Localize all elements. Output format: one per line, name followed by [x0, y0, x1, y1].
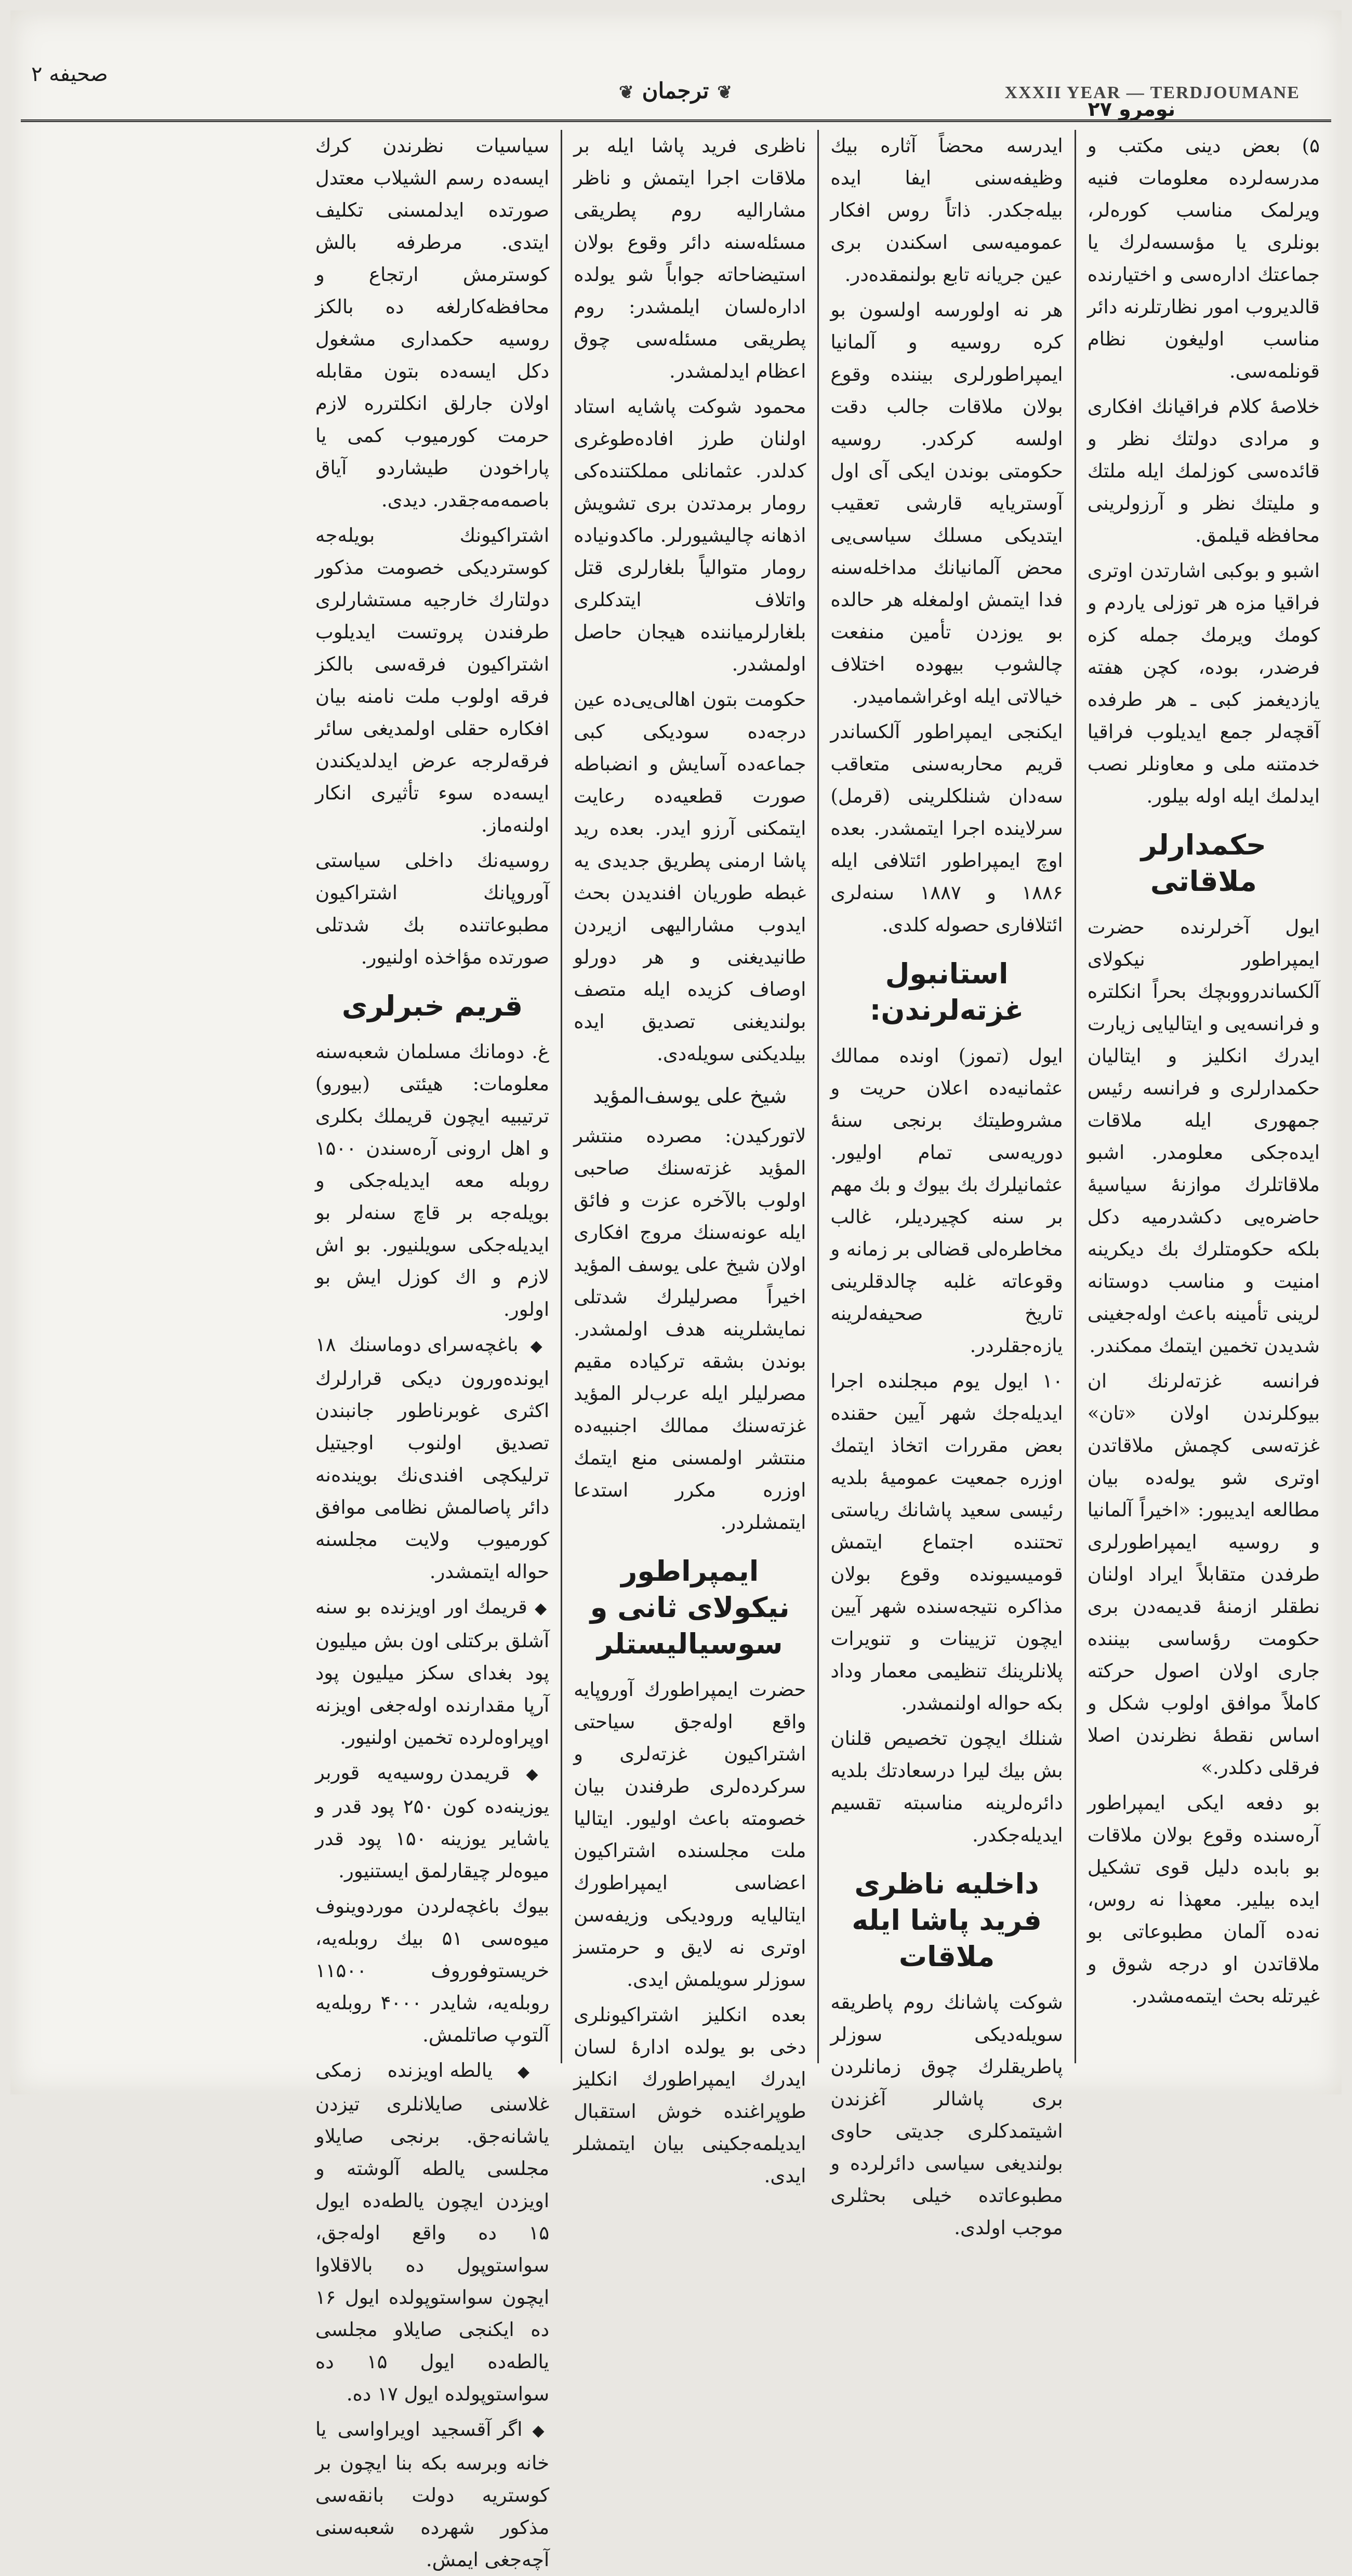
column-2	[817, 130, 1074, 2239]
paragraph: محمود شوکت پاشایه استاد اولنان طرز افاده‌طوغری کدلدر. عثمانلی مملکتنده‌کی رومار برمدتدن بری تشویش اذهانه چالیشیورلر. ماکدونیاده رومار متوالیاً بلغارلری قتل واتلاف ایتدکلری بلغارلرمیاننده هیجان حاصل اولمشدر.	[574, 395, 806, 675]
paragraph: بعده انکلیز اشتراکیونلری دخی بو یولده اداره‌ٔ لسان ایدرك ایمپراطورك انکلیز طوپراغنده خوش استقبال ایدیلمه‌جکینی بیان ایتمشلر ایدی.	[574, 2004, 806, 2187]
paragraph: شوکت پاشانك روم پاطریقه سویله‌دیکی سوزلر پاطریقلرك چوق زمانلردن بری پاشالر آغزندن اشیتمدکلری جدیتی حاوی بولندیغی سیاسی دائرلرده و مطبوعاتده خیلی بحثلری موجب اولدی.	[830, 1991, 1063, 2239]
paragraph: حضرت ایمپراطورك آوروپایه واقع اوله‌جق سیاحتی اشتراکیون غزته‌لری و سرکرده‌لری طرفندن بیان خصومته باعث اولیور. ایتالیا ملت مجلسنده اشتراکیون اعضاسی ایمپراطورك ایتالیایه ورودیکی وزیفه‌سن اوتری نه لایق و حرمتسز سوزلر سویلمش ایدی.	[574, 1678, 806, 1991]
paragraph: اشتراکیونك بویله‌جه کوستردیکی خصومت مذکور دولتارك خارجیه مستشارلری طرفندن پروتست ایدیلوب اشتراکیون فرقه‌سی بالکز فرقه اولوب ملت نامنه بیان افکاره حقلی اولمدیغی سائر فرقه‌لرجه عرض ایدلدیکندن ایسه‌ده سوء تأثیری انکار اولنه‌ماز.	[315, 524, 550, 836]
column-4	[304, 130, 561, 2571]
paragraph: روسیه‌نك داخلی سیاستی آوروپانك اشتراکیون مطبوعاتنده بك شدتلی صورتده مؤاخذه اولنیور.	[315, 849, 550, 968]
paragraph: بو دفعه ایکی ایمپراطور آرەسنده وقوع بولان ملاقات بو بابده دلیل قوی تشکیل ایده بیلیر. معهذا نه روس، نه‌ده آلمان مطبوعاتی بو ملاقاتدن او درجه شوق و غیرتله بحث ایتمه‌مشدر.	[1087, 1792, 1320, 2007]
issue-number: نومرو ۲۷	[1088, 98, 1175, 121]
news-item: ◆ اگر آقسجید اویراواسی یا خانه وبرسه‌ بکه بنا ایچون بر کوستریه دولت بانقه‌سی مذکور شهرده شعبه‌سنی آچه‌جغی ایمش.	[315, 2413, 549, 2576]
news-item: ◆ باغچه‌سرای دوماسنك ۱۸ ایونده‌ورون دیکی قرارلرك اکثری غوبرناطور جانبندن تصدیق اولنوب اوجیتیل ترلیکچی افندی‌نك بوینده‌نه دائر پاصالمش نظامی موافق کورمیوب ولایت مجلسنه حواله ایتمشدر.	[315, 1329, 549, 1588]
column-1	[1075, 130, 1331, 2063]
latin-masthead: XXXII YEAR — TERDJOUMANE	[1004, 83, 1300, 102]
paragraph: شنلك ایچون تخصیص قلنان بش بیك لیرا درسعادتك بلدیه دائره‌لرینه مناسبته تقسیم ایدیله‌جکدر.	[830, 1727, 1063, 1846]
sub-headline-sheikh: شیخ علی یوسف‌المؤید	[593, 1084, 787, 1108]
paragraph: هر نه اولورسه اولسون بو کره روسیه و آلمانیا ایمپراطورلری بیننده وقوع بولان ملاقات جالب دقت اولسه کرکدر. روسیه حکومتی بوندن ایکی آی اول آوستریایه قارشی تعقیب ایتدیکی مسلك سیاسی‌یی محض آلمانیانك مداخله‌سنه فدا ایتمش اولمغله هر حالده بو یوزدن تأمین منفعت چالشوب بیهوده اختلاف خیالاتی ایله اوغراشمامیدر.	[830, 299, 1063, 708]
paragraph: ۱۰ ایول یوم مبجلنده اجرا ایدیله‌جك شهر آیین حقنده بعض مقررات اتخاذ ایتمك اوزره جمعیت عمومیهٔ بلدیه رئیسی سعید پاشانك ریاستی تحتنده اجتماع ایتمش قومیسیونده وقوع بولان مذاکره نتیجه‌سنده شهر آیین ایچون تزیینات و تنویرات پلانلرینك تنظیمی معمار وداد بکه حواله اولنمشدر.	[830, 1370, 1063, 1714]
paragraph: ۵) بعض دینی مکتب و مدرسه‌لرده معلومات فنیه ویرلمک مناسب کوره‌لر، بونلری یا مؤسسه‌لرك یا جماعتك ادارەسی و اختیارنده قالدیروب امور نظارتلرنه دائر مناسب اولیغون نظام قونلمه‌سی.	[1087, 135, 1320, 382]
paragraph: لاتورکیدن: مصرده منتشر المؤید غزته‌سنك صاحبی اولوب بالآخره عزت و فائق ایله عونه‌سنك مروج افکاری اولان شیخ علی یوسف المؤید اخیراً مصرلیلرك شدتلی نمایشلرینه هدف اولمشدر. بوندن بشقه ترکیاده مقیم مصرلیلر ایله عرب‌لر المؤید غزته‌سنك ممالك اجنبیه‌ده منتشر اولمسنی منع ایتمك اوزره مکرر استدعا ایتمشلردر.	[574, 1125, 806, 1533]
paragraph: ایول (تموز) اونده ممالك عثمانیه‌ده اعلان حریت و مشروطیتك برنجی سنهٔ دوریه‌سی تمام اولیور. عثمانیلرك بك بیوك و بك مهم بر سنه کچیردیلر، غالب مخاطره‌لی قضالی بر زمانه و وقوعاته غلبه چالدقلرینی تاریخ صحیفه‌لرینه یازه‌جقلردر.	[830, 1045, 1063, 1357]
news-item: ◆ یالطه اویزنده زمکی غلاسنی صایلانلری تیزدن یاشانه‌جق. برنجی صایلاو مجلسی یالطه آلوشته و اویزدن ایچون یالطه‌ده ایول ۱۵ ده واقع اوله‌جق، سواستوپول ده بالاقلاوا ایچون سواستوپولده ایول ۱۶ ده ایکنجی صایلاو مجلسی یالطه‌ده ایول ۱۵ ده سواستوپولده ایول ۱۷ ده.	[315, 2054, 549, 2410]
paragraph: حکومت بتون اهالی‌یی‌ده عین درجه‌ده سودیکی کبی جماعه‌ده آسایش و انضباطه صورت قطعیه‌ده رعایت ایتمکنی آرزو ایدر. بعده رید پاشا ارمنی پطریق جدیدی یه غبطه طوریان افندیدن بحث ایدوب مشارالیهی ازیردن طانیدیغنی و هر دورلو اوصاف کزیده ایله متصف بولندیغنی تصدیق ایده بیلدیکنی سویله‌دی.	[574, 688, 806, 1065]
paragraph: ایول آخرلرنده حضرت ایمپراطور نیکولای آلکساندرووبچك بحراً انکلتره و فرانسه‌یی و ایتالیایی زیارت ایدرك انکلیز و ایتالیان حکمدارلری و فرانسه رئیس جمهوری ایله ملاقات ایده‌جکی معلومدر. اشبو ملاقاتلرك موازنهٔ سیاسیهٔ حاضره‌یی دکشدرمیه دکل بلکه حکومتلرك بك دیکرینه امنیت و مناسب دوستانه لرینی تأمینه باعث اوله‌جغینی شدیدن تخمین ایتمك ممکندر.	[1087, 916, 1320, 1357]
paragraph: ناظری فرید پاشا ایله بر ملاقات اجرا ایتمش و ناظر مشارالیه روم پطریقی مسئله‌سنه دائر وقوع بولان استیضاحاته جواباً شو یولده اداره‌لسان ایلمشدر: روم پطریقی مسئله‌سی چوق اعظام ایدلمشدر.	[574, 135, 806, 382]
news-item: ◆ قریمدن روسیه‌یه قوربر یوزینه‌ده کون ۲۵۰ پود قدر و یاشایر یوزینه ۱۵۰ پود قدر میوه‌لر چیقارلمق ایستنیور.	[315, 1757, 549, 1887]
page-header	[10, 10, 1342, 121]
paragraph: فرانسه غزته‌لرنك ان بیوکلرندن اولان «تان» غزته‌سی کچمش ملاقاتدن اوتری شو یوله‌ده بیان مطالعه ایدیبور: «اخیراً آلمانیا و روسیه ایمپراطورلری طرفدن متقابلاً ایراد اولنان نطقلر ازمنهٔ قدیمه‌دن بری حکومت رؤساسی بیننده جاری اولان اصول حرکته کاملاً موافق اولوب شکل و اساس نقطهٔ نظرندن اصلا فرقلی دکلدر.»	[1087, 1370, 1320, 1779]
header-rule	[21, 119, 1331, 122]
paragraph: اشبو و بوکبی اشارتدن اوتری فراقیا مزه هر توزلی یاردم و کومك ویرمك جمله کزه فرضدر، بوده، کچن هفته یازدیغمز کبی ـ هر طرفده آقچه‌لر جمع ایدیلوب فراقیا خدمتنه ملی و معاونلر نصب ایدلمك ایله اوله بیلور.	[1087, 559, 1320, 807]
paragraph: سیاسیات نظرندن کرك ایسه‌ده رسم الشیلاب معتدل صورتده ایدلمسنی تکلیف ایتدی. مرطرفه بالش کوسترمش ارتجاع و محافظه‌کارلغه ده بالکز روسیه حکمداری مشغول دکل ایسه‌ده بتون مقابله اولان جارلق انکلترره لازم حرمت کورمیوب کمی یا پاراخودن طیشاردو آیاق باصمه‌مه‌جقدر. دیدی.	[315, 135, 550, 511]
headline-interior-minister-meeting: داخلیه ناظری فرید پاشا ایله ملاقات	[852, 1867, 1042, 1973]
masthead-title: ❦ ترجمان ❦	[551, 78, 800, 103]
paragraph: بیوك باغچه‌لردن موردوینوف میوه‌سی ۵۱ بیك روبله‌یه، خریستوفوروف ۱۱۵۰۰ روبله‌یه، شایدر ۴۰۰۰ روبله‌یه آلتوپ صاتلمش.	[315, 1895, 550, 2046]
paragraph: ایکنجی ایمپراطور آلکساندر قریم محاربه‌سنی متعاقب سه‌دان شنلکلرینی (قرمل) سرلاینده اجرا ایتمشدر. بعده اوچ ایمپراطور ائتلافی ایله ۱۸۸۶ و ۱۸۸۷ سنه‌لری ائتلافاری حصوله کلدی.	[830, 720, 1063, 936]
news-item: ◆ قریمك اور اویزنده بو سنه آشلق برکتلی اون بش میلیون پود بغدای سکز میلیون پود آرپا مقدارنده اوله‌جغی اویزنه اوپراوه‌لرده تخمین اولنیور.	[315, 1591, 549, 1754]
newspaper-page	[10, 10, 1342, 2571]
paragraph: ایدرسه محضاً آثاره بیك وظیفه‌سنی ایفا ایده بیله‌جکدر. ذاتاً روس افکار عمومیه‌سی اسکندن بری عین جریانه تابع بولنمقده‌در.	[830, 135, 1063, 286]
headline-crimea-news: قریم خبرلری	[341, 990, 523, 1022]
headline-rulers-meeting: حکمدارلر ملاقاتی	[1141, 829, 1266, 898]
article-columns	[21, 130, 1331, 2571]
paragraph: غ. دومانك مسلمان شعبه‌سنه معلومات: هیئتی (بیورو) ترتیبیه ایچون قریملك بکلری و اهل ارونی آرەسندن ۱۵۰۰ روبله معه ایدیله‌جکی و بویله‌جه بر قاچ سنه‌لر بو ایدیله‌جکی سویلنیور. بو اش لازم و اك کوزل ایش بو اولور.	[315, 1040, 550, 1320]
headline-istanbul-newspapers: استانبول غزته‌لرندن:	[869, 957, 1024, 1026]
column-3	[561, 130, 817, 2187]
page-number-label: صحیفه ۲	[31, 62, 108, 86]
headline-emperor-socialists: ایمپراطور نیکولای ثانی و سوسیالیستلر	[590, 1555, 790, 1660]
paragraph: خلاصهٔ کلام فراقیانك افکاری و مرادی دولتك نظر و قائده‌سی کوزلمك ایله ملتك و ملیتك نظر و آرزولرینی محافظه قیلمق.	[1087, 395, 1320, 546]
